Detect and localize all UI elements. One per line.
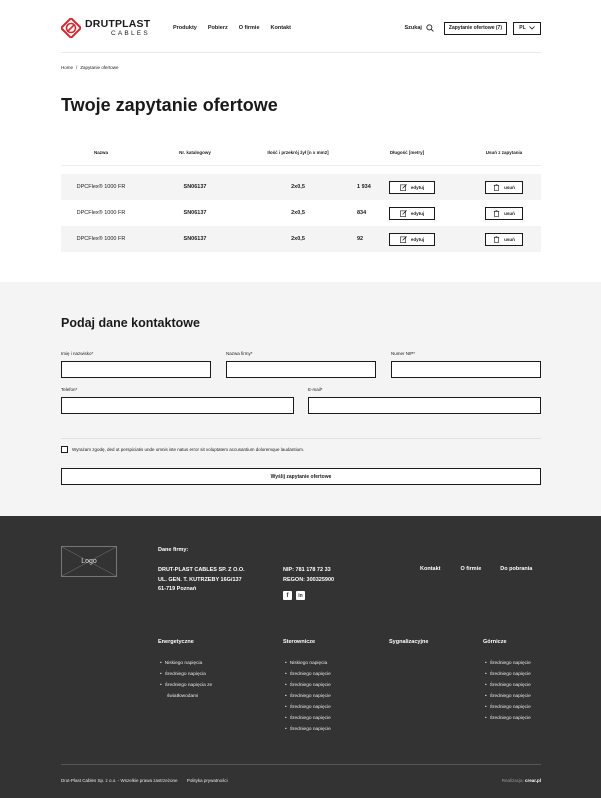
quote-table: [61, 140, 541, 252]
table-row: [61, 174, 541, 200]
footer-list-item[interactable]: • Średniego napięcie: [285, 713, 331, 724]
nav-produkty[interactable]: Produkty: [173, 25, 197, 31]
footer-list-item[interactable]: • Średniego napięcie: [285, 702, 331, 713]
col-header-section: Ilość i przekrój żył [n x mm2]: [267, 150, 329, 155]
col-header-catalog: Nr. katalogowy: [179, 150, 211, 155]
breadcrumb-current: Zapytanie ofertowe: [80, 65, 119, 70]
footer-list-energetyczne: [160, 658, 212, 702]
email-input[interactable]: [308, 397, 541, 414]
cell-section: 2x0,5: [291, 210, 305, 216]
footer-col-title-energetyczne[interactable]: Energetyczne: [158, 639, 194, 645]
footer-list-item[interactable]: • Średniego napięcie: [485, 658, 531, 669]
credit-link[interactable]: crear.pl: [524, 778, 541, 783]
breadcrumb-home[interactable]: Home: [61, 65, 74, 70]
footer-list-item[interactable]: • Średniego napięcia ze: [160, 680, 212, 691]
footer-divider: [61, 764, 541, 765]
footer-list-item[interactable]: światłowodami: [167, 694, 199, 699]
delete-label: usuń: [504, 184, 515, 190]
footer-links: [420, 566, 532, 572]
contact-section: [0, 282, 601, 516]
cell-catalog: SN06137: [183, 184, 207, 190]
cell-section: 2x0,5: [291, 184, 305, 190]
edit-icon: [400, 184, 407, 191]
name-label: Imię i nazwisko*: [61, 351, 94, 356]
table-row: [61, 226, 541, 252]
footer-bottom-left: [61, 778, 228, 783]
chevron-down-icon: [529, 26, 535, 30]
credit-label: Realizacja:: [501, 778, 524, 783]
regon-number: REGON: 300325900: [283, 576, 335, 583]
footer-list-item[interactable]: • Średniego napięcie: [485, 713, 531, 724]
footer-list-item[interactable]: • Średniego napięcie: [485, 680, 531, 691]
cell-length: 92: [357, 236, 364, 242]
logo[interactable]: [61, 18, 161, 38]
logo-sub-text: CABLES: [111, 29, 150, 37]
edit-label: edytuj: [410, 184, 425, 190]
form-divider: [61, 438, 541, 439]
edit-button[interactable]: [389, 181, 435, 194]
table-row: [61, 200, 541, 226]
cell-catalog: SN06137: [183, 210, 207, 216]
footer-list-item[interactable]: • Niskiego napięcia: [285, 658, 331, 669]
cell-name: DPCFlex® 1000 FR: [76, 236, 126, 242]
consent-row: [61, 446, 304, 453]
footer-list-item[interactable]: • Niskiego napięcia: [160, 658, 212, 669]
trash-icon: [493, 184, 500, 191]
delete-button[interactable]: [485, 181, 523, 194]
submit-button[interactable]: Wyślij zapytanie ofertowe: [61, 468, 541, 485]
consent-text: Wyrażam zgodę, ded ut perspiciatis unde omnis iste natus error sit voluptatem accusantium doloremque laudantium.: [72, 447, 305, 452]
trash-icon: [493, 210, 500, 217]
footer-list-item[interactable]: • Średniego napięcie: [485, 669, 531, 680]
header-divider: [61, 52, 541, 53]
address-line: UL. GEN. T. KUTRZEBY 16G/137: [158, 576, 242, 583]
footer-col-title-sygnalizacyjne[interactable]: Sygnalizacyjne: [389, 639, 429, 645]
footer-link-do-pobrania[interactable]: Do pobrania: [500, 566, 533, 572]
edit-label: edytuj: [410, 210, 425, 216]
language-select[interactable]: [513, 22, 541, 35]
footer: [0, 516, 601, 798]
linkedin-icon[interactable]: in: [296, 591, 305, 600]
breadcrumb: [61, 65, 119, 70]
privacy-policy-link[interactable]: Polityka prywatności: [186, 778, 228, 783]
edit-button[interactable]: [389, 233, 435, 246]
page-title: Twoje zapytanie ofertowe: [61, 95, 278, 115]
address-line: 61-719 Poznań: [158, 586, 197, 592]
footer-list-item[interactable]: • Średniego napięcie: [285, 669, 331, 680]
search-label[interactable]: Szukaj: [404, 25, 422, 31]
footer-list-item[interactable]: • Średniego napięcie: [285, 680, 331, 691]
social-links: [283, 591, 309, 600]
language-label: PL: [519, 25, 526, 31]
footer-list-item[interactable]: • Średniego napięcie: [485, 691, 531, 702]
footer-list-sterownicze: [285, 658, 331, 735]
nav-pobierz[interactable]: Pobierz: [207, 25, 228, 31]
footer-list-item[interactable]: • Średniego napięcie: [285, 691, 331, 702]
company-input[interactable]: [226, 361, 376, 378]
footer-col-title-gornicze[interactable]: Górnicze: [483, 639, 507, 645]
edit-label: edytuj: [410, 236, 425, 242]
cell-length: 834: [357, 210, 367, 216]
cell-name: DPCFlex® 1000 FR: [76, 210, 126, 216]
site-header: [61, 14, 541, 42]
nip-number: NIP: 781 178 72 33: [283, 567, 331, 573]
breadcrumb-separator: /: [76, 65, 78, 70]
footer-link-kontakt[interactable]: Kontakt: [420, 566, 441, 572]
edit-icon: [400, 236, 407, 243]
footer-logo-placeholder[interactable]: [61, 546, 117, 577]
nav-kontakt[interactable]: Kontakt: [270, 25, 291, 31]
col-header-name: Nazwa: [93, 150, 108, 155]
quote-request-button[interactable]: Zapytanie ofertowe (7): [444, 22, 507, 35]
logo-icon: [61, 18, 81, 38]
facebook-icon[interactable]: f: [283, 591, 292, 600]
cell-catalog: SN06137: [183, 236, 207, 242]
logo-main-text: DRUTPLAST: [85, 18, 151, 30]
email-label: E-mail*: [308, 387, 323, 392]
main-nav: [173, 25, 302, 31]
name-input[interactable]: [61, 361, 211, 378]
footer-list-item[interactable]: • Średniego napięcie: [285, 724, 331, 735]
footer-credit: [502, 778, 541, 783]
footer-link-o-firmie[interactable]: O firmie: [460, 566, 482, 572]
table-header: [61, 140, 541, 166]
footer-list-gornicze: [485, 658, 531, 724]
cell-name: DPCFlex® 1000 FR: [76, 184, 126, 190]
edit-icon: [400, 210, 407, 217]
phone-input[interactable]: [61, 397, 294, 414]
consent-checkbox[interactable]: [61, 446, 68, 453]
contact-title: Podaj dane kontaktowe: [61, 316, 200, 330]
footer-logo-text: Logo: [81, 558, 97, 565]
nip-input[interactable]: [391, 361, 541, 378]
trash-icon: [493, 236, 500, 243]
delete-label: usuń: [504, 210, 515, 216]
phone-label: Telefon*: [61, 387, 78, 392]
edit-button[interactable]: [389, 207, 435, 220]
delete-button[interactable]: [485, 207, 523, 220]
delete-label: usuń: [504, 236, 515, 242]
col-header-remove: Usuń z zapytania: [485, 150, 523, 155]
cell-length: 1 934: [357, 184, 371, 190]
cell-section: 2x0,5: [291, 236, 305, 242]
company-title: Dane firmy:: [158, 547, 189, 553]
company-address: [158, 566, 245, 595]
delete-button[interactable]: [485, 233, 523, 246]
footer-list-item[interactable]: • Średniego napięcie: [485, 702, 531, 713]
footer-list-item[interactable]: • Średniego napięcia: [160, 669, 212, 680]
nip-label: Numer NIP*: [391, 351, 416, 356]
address-line: DRUT-PLAST CABLES SP. Z O.O.: [158, 567, 245, 573]
company-label: Nazwa firmy*: [226, 351, 253, 356]
col-header-length: Długość [metry]: [389, 150, 425, 155]
footer-col-title-sterownicze[interactable]: Sterownicze: [283, 639, 316, 645]
copyright-text: Drut-Plast Cables Sp. z o.o. - Wszelkie prawa zastrzeżone: [61, 778, 178, 783]
nav-o-firmie[interactable]: O firmie: [238, 25, 260, 31]
company-ids: [283, 566, 334, 585]
search-icon[interactable]: [426, 24, 434, 32]
